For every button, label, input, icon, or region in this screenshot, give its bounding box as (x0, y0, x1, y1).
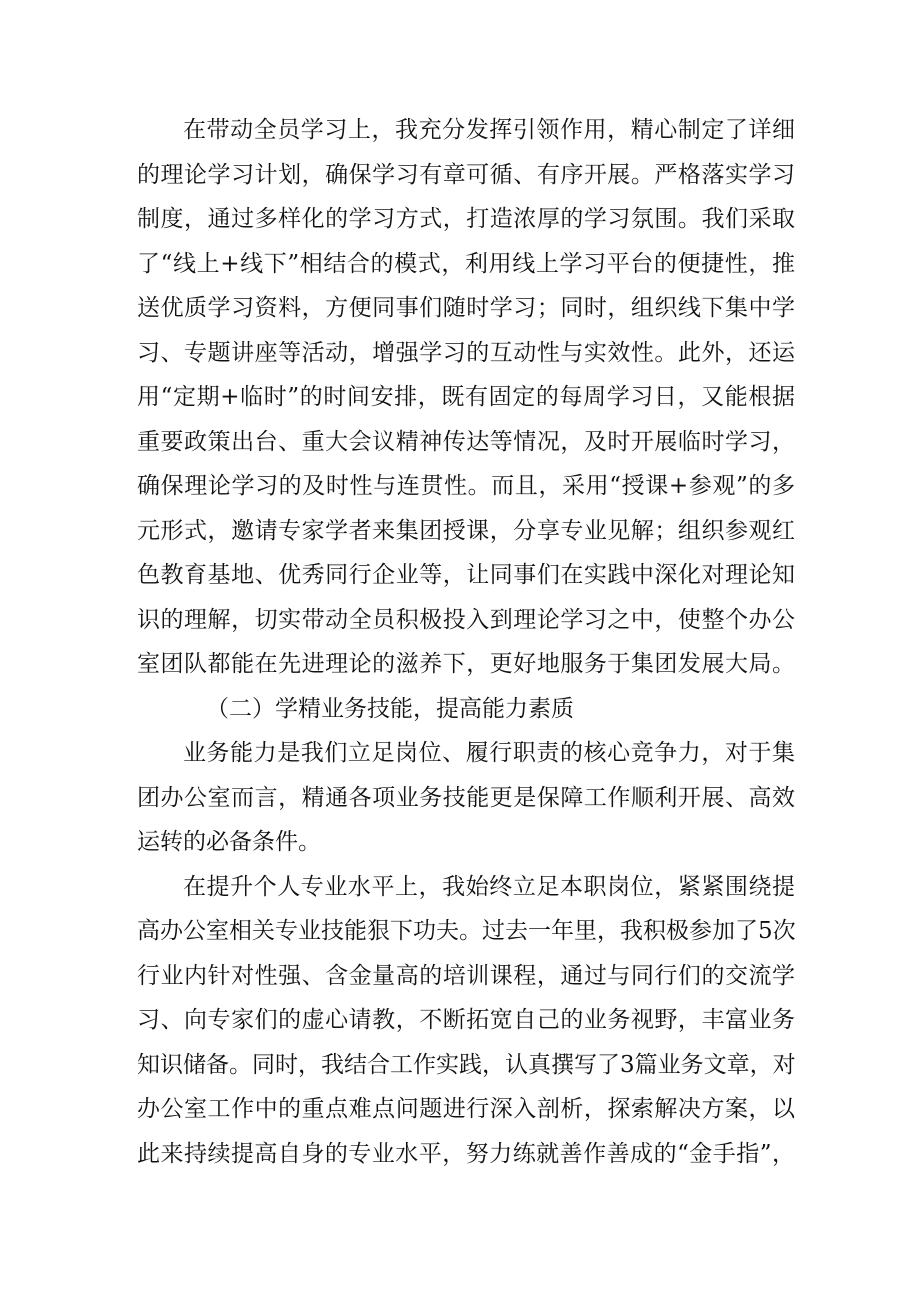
text-line: 知识储备。同时，我结合工作实践，认真撰写了3篇业务文章，对 (137, 1051, 796, 1078)
text-line: 确保理论学习的及时性与连贯性。而且，采用“授课+参观”的多 (137, 473, 795, 499)
document-body (137, 108, 795, 1176)
text-line: 制度，通过多样化的学习方式，打造浓厚的学习氛围。我们采取 (137, 206, 795, 232)
text-line: 色教育基地、优秀同行企业等，让同事们在实践中深化对理论知 (137, 562, 795, 588)
text-line: 习、向专家们的虚心请教，不断拓宽自己的业务视野，丰富业务 (137, 1007, 795, 1033)
text-line: 送优质学习资料，方便同事们随时学习；同时，组织线下集中学 (137, 295, 795, 321)
text-line: 团办公室而言，精通各项业务技能更是保障工作顺利开展、高效 (137, 784, 795, 811)
text-line: 业务能力是我们立足岗位、履行职责的核心竞争力，对于集 (183, 740, 795, 766)
text-line: 元形式，邀请专家学者来集团授课，分享专业见解；组织参观红 (137, 517, 795, 544)
text-line: 办公室工作中的重点难点问题进行深入剖析，探索解决方案，以 (137, 1096, 795, 1122)
text-line: 的理论学习计划，确保学习有章可循、有序开展。严格落实学习 (137, 161, 795, 188)
text-line: 了“线上+线下”相结合的模式，利用线上学习平台的便捷性，推 (137, 250, 795, 277)
text-line: 用“定期+临时”的时间安排，既有固定的每周学习日，又能根据 (137, 384, 795, 410)
text-line: 在提升个人专业水平上，我始终立足本职岗位，紧紧围绕提 (183, 873, 795, 900)
text-line: 行业内针对性强、含金量高的培训课程，通过与同行们的交流学 (137, 962, 795, 989)
text-line: 习、专题讲座等活动，增强学习的互动性与实效性。此外，还运 (137, 339, 795, 366)
text-line: 识的理解，切实带动全员积极投入到理论学习之中，使整个办公 (137, 606, 795, 633)
text-line: 重要政策出台、重大会议精神传达等情况，及时开展临时学习， (137, 428, 795, 455)
text-line: 高办公室相关专业技能狠下功夫。过去一年里，我积极参加了5次 (137, 918, 796, 944)
text-line: 室团队都能在先进理论的滋养下，更好地服务于集团发展大局。 (137, 651, 795, 677)
text-line: 在带动全员学习上，我充分发挥引领作用，精心制定了详细 (183, 117, 795, 143)
section-heading: （二）学精业务技能，提高能力素质 (206, 695, 574, 722)
text-line: 运转的必备条件。 (137, 829, 321, 855)
text-line: 此来持续提高自身的专业水平，努力练就善作善成的“金手指”， (137, 1140, 795, 1167)
